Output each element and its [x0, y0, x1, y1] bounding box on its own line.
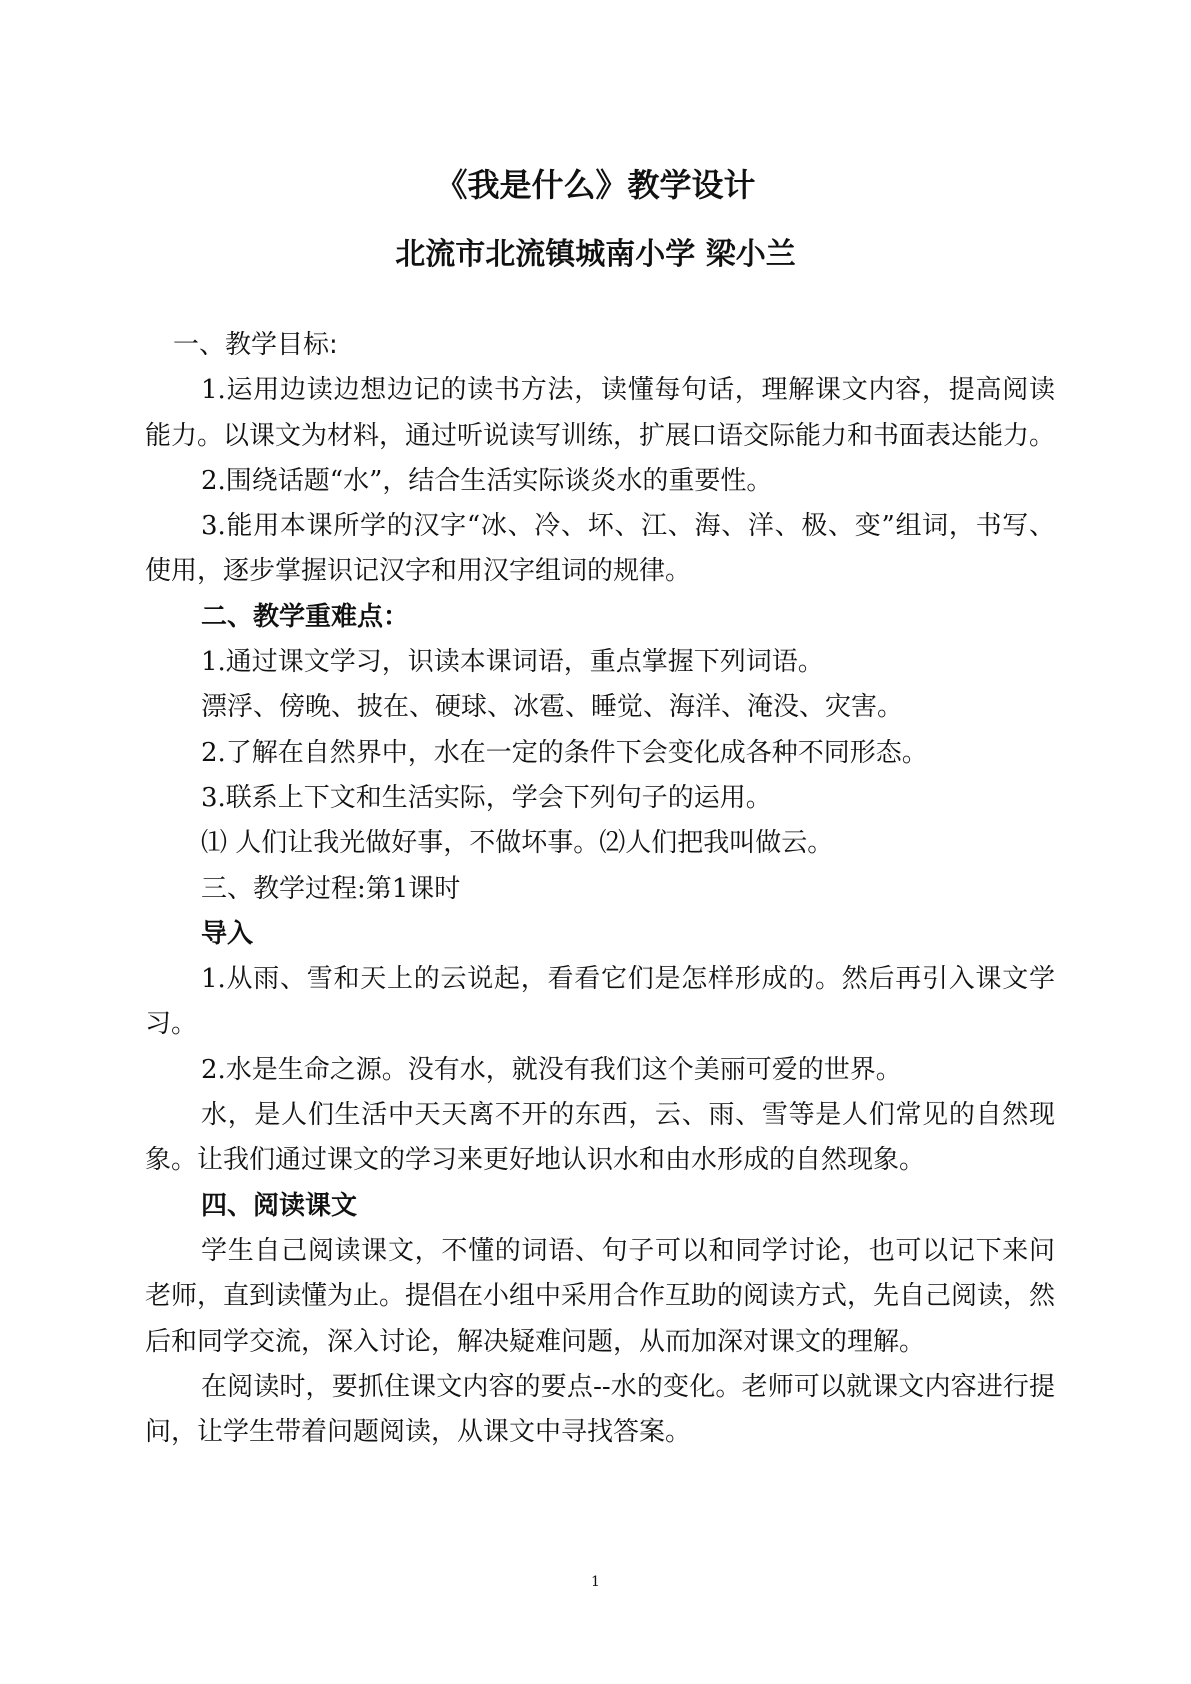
objective-item-2: 2.围绕话题“水”，结合生活实际谈炎水的重要性。 [201, 465, 773, 496]
key-point-item-2: 2.了解在自然界中，水在一定的条件下会变化成各种不同形态。 [201, 737, 928, 768]
section-heading-reading: 四、阅读课文 [201, 1190, 358, 1221]
introduction-item-2: 2.水是生命之源。没有水，就没有我们这个美丽可爱的世界。 [201, 1054, 902, 1085]
section-heading-process: 三、教学过程:第1课时 [201, 873, 461, 904]
vocabulary-list: 漂浮、傍晚、披在、硬球、冰雹、睡觉、海洋、淹没、灾害。 [201, 692, 904, 723]
subheading-introduction: 导入 [201, 918, 254, 949]
introduction-item-1: 1.从雨、雪和天上的云说起，看看它们是怎样形成的。然后再引入课文学习。 [145, 964, 1055, 1040]
introduction-paragraph: 水，是人们生活中天天离不开的东西，云、雨、雪等是人们常见的自然现象。让我们通过课文的学习来更好地认识水和由水形成的自然现象。 [145, 1100, 1055, 1176]
key-point-item-1: 1.通过课文学习，识读本课词语，重点掌握下列词语。 [201, 647, 824, 678]
author-line: 北流市北流镇城南小学 梁小兰 [395, 237, 796, 272]
reading-paragraph-2: 在阅读时，要抓住课文内容的要点--水的变化。老师可以就课文内容进行提问，让学生带着问题阅读，从课文中寻找答案。 [145, 1371, 1055, 1448]
document-body [145, 323, 1055, 1455]
objective-item-1: 1.运用边读边想边记的读书方法，读懂每句话，理解课文内容，提高阅读能力。以课文为材料，通过听说读写训练，扩展口语交际能力和书面表达能力。 [145, 375, 1056, 451]
page-number: 1 [591, 1574, 600, 1590]
section-heading-objectives: 一、教学目标: [173, 330, 338, 360]
key-point-item-3: 3.联系上下文和生活实际，学会下列句子的运用。 [201, 782, 772, 813]
section-heading-key-points: 二、教学重难点： [201, 601, 410, 632]
reading-paragraph-1: 学生自己阅读课文，不懂的词语、句子可以和同学讨论，也可以记下来问老师，直到读懂为止。提倡在小组中采用合作互助的阅读方式，先自己阅读，然后和同学交流，深入讨论，解决疑难问题，从而加深对课文的理解。 [145, 1235, 1056, 1357]
example-sentences: ⑴ 人们让我光做好事，不做坏事。⑵人们把我叫做云。 [201, 828, 834, 859]
document-title: 《我是什么》教学设计 [435, 166, 756, 204]
objective-item-3: 3.能用本课所学的汉字“冰、冷、坏、江、海、洋、极、变”组词，书写、使用，逐步掌握识记汉字和用汉字组词的规律。 [145, 511, 1055, 587]
